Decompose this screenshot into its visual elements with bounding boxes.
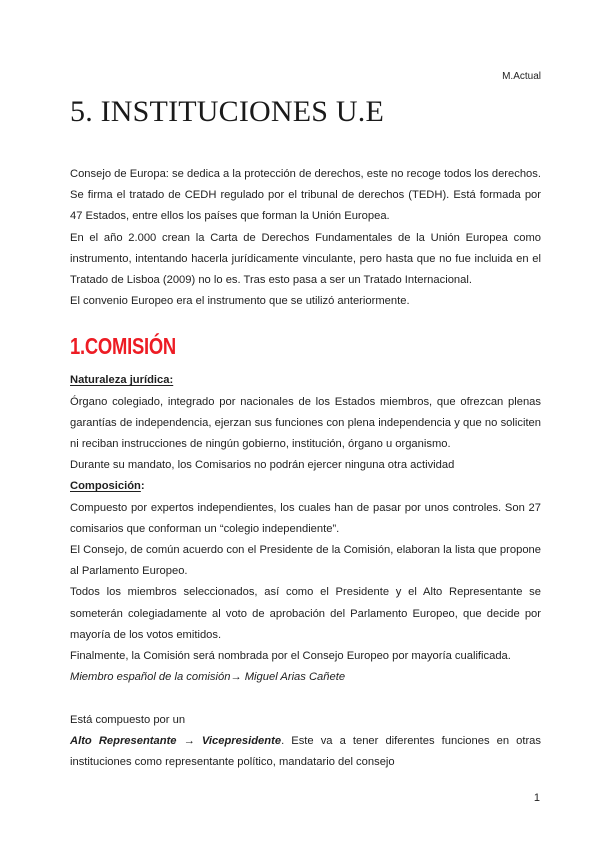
composicion-paragraph-expertos: Compuesto por expertos independientes, los cuales han de pasar por unos controles. Son 27 comisarios que conforman un “colegio independiente”.: [70, 501, 541, 535]
composicion-label: Composición: [70, 480, 141, 493]
composicion-paragraph-nombramiento: Finalmente, la Comisión será nombrada por el Consejo Europeo por mayoría cualificada.: [70, 650, 511, 663]
alto-representante-rest: . Este va a tener diferentes funciones en otras instituciones como representante político, mandatario del consejo: [70, 734, 541, 769]
alto-representante-term: Alto Representante: [70, 734, 177, 747]
naturaleza-juridica-label-line: [70, 370, 541, 391]
header-author-note: M.Actual: [502, 71, 541, 82]
intro-paragraph-convenio: El convenio Europeo era el instrumento que se utilizó anteriormente.: [70, 295, 410, 308]
composicion-label-line: [70, 476, 541, 497]
composicion-paragraph-miembros: Todos los miembros seleccionados, así como el Presidente y el Alto Representante se someterán colegiadamente al voto de aprobación del Parlamento Europeo, que decide por mayoría de los votos emitidos.: [70, 586, 541, 641]
intro-paragraph-consejo-europa: Consejo de Europa: se dedica a la protección de derechos, este no recoge todos los derechos. Se firma el tratado de CEDH regulado por el tribunal de derechos (TEDH). Está formada por 47 Estados, entre ellos los países que forman la Unión Europea.: [70, 168, 541, 223]
arrow-right-glyph: →: [176, 734, 202, 747]
alto-representante-paragraph: [70, 731, 541, 773]
section-heading-comision: 1.COMISIÓN: [70, 333, 176, 360]
naturaleza-paragraph-organo: Órgano colegiado, integrado por nacionales de los Estados miembros, que ofrezcan plenas garantías de independencia, ejerzan sus funciones con plena independencia y que no soliciten ni reciban instrucciones de ningún gobierno, institución, órgano u organismo.: [70, 395, 541, 451]
vicepresidente-term: Vicepresidente: [201, 734, 282, 747]
miembro-espanol-line: Miembro español de la comisión→ Miguel Arias Cañete: [70, 671, 346, 684]
intro-paragraph-carta-derechos: En el año 2.000 crean la Carta de Derechos Fundamentales de la Unión Europea como instrumento, intentando hacerla jurídicamente vinculante, pero hasta que no fue incluida en el Tratado de Lisboa (2009) no lo es. Tras esto pasa a ser un Tratado Internacional.: [70, 231, 541, 287]
document-title: 5. INSTITUCIONES U.E: [70, 95, 384, 128]
composicion-label-colon: :: [140, 480, 145, 493]
naturaleza-paragraph-mandato: Durante su mandato, los Comisarios no podrán ejercer ninguna otra actividad: [70, 459, 455, 472]
naturaleza-juridica-label: Naturaleza jurídica:: [70, 374, 174, 387]
page-number: 1: [533, 792, 540, 804]
esta-compuesto-line: Está compuesto por un: [70, 713, 186, 726]
composicion-paragraph-consejo: El Consejo, de común acuerdo con el Presidente de la Comisión, elaboran la lista que propone al Parlamento Europeo.: [70, 544, 541, 578]
